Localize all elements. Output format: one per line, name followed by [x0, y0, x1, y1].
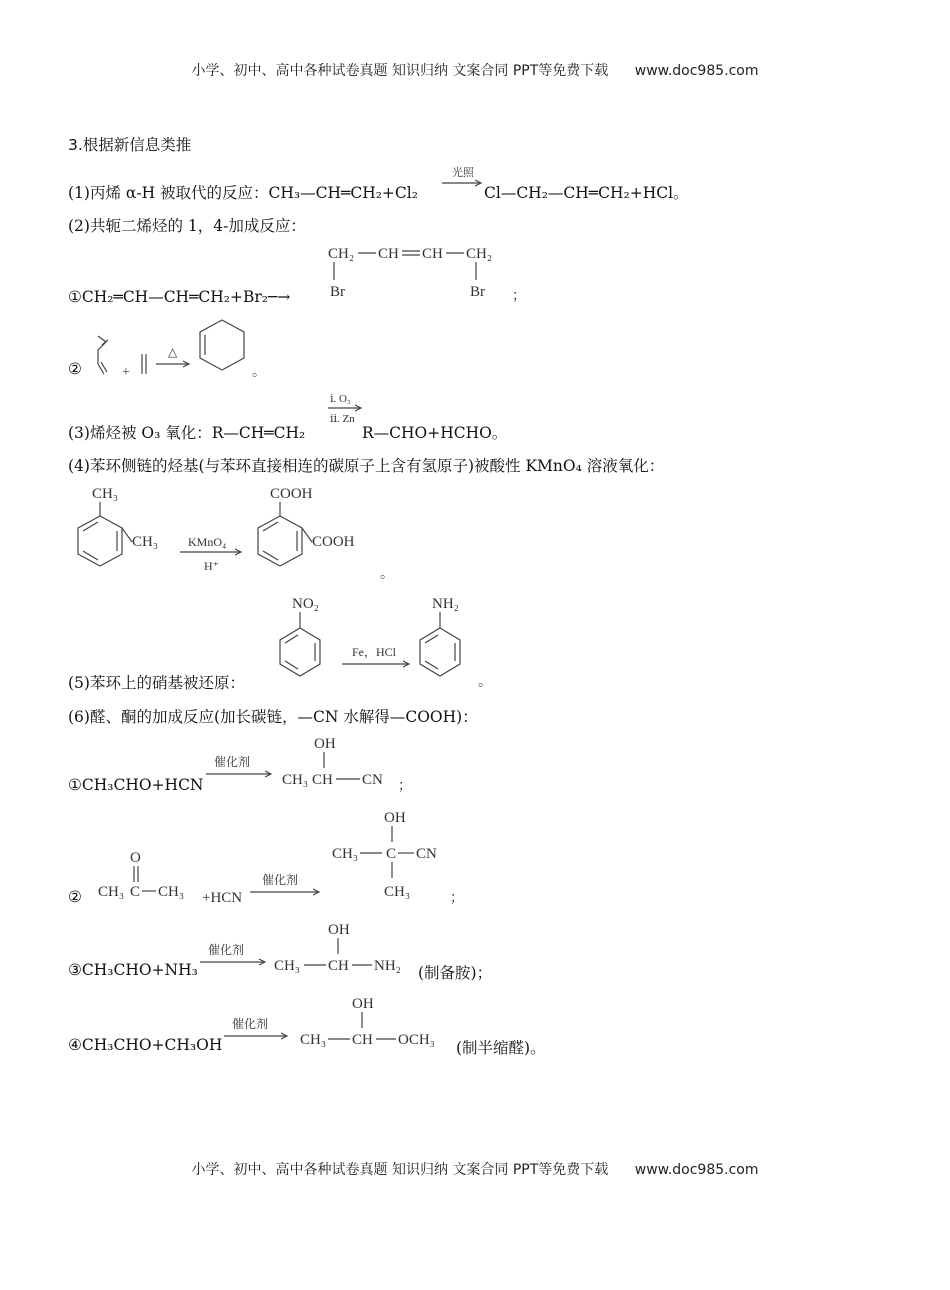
mol-oh-d: OH: [352, 996, 374, 1012]
header-text: 小学、初中、高中各种试卷真题 知识归纳 文案合同 PPT等免费下载: [191, 63, 609, 79]
mol-ch-b: CH: [422, 246, 443, 262]
item-6a-condition: 催化剂: [214, 755, 251, 769]
mol-oh-c: OH: [328, 922, 350, 938]
mol-o: O: [130, 850, 141, 866]
item-2a-lhs: ①CH₂═CH—CH═CH₂+Br₂─→: [68, 288, 291, 306]
page-footer: [0, 1159, 950, 1179]
item-2-heading: (2)共轭二烯烃的 1，4-加成反应：: [68, 217, 306, 235]
mol-nh2: NH₂: [432, 596, 459, 612]
mol-ch3-f: CH₃: [332, 846, 359, 862]
mol-oh-b: OH: [384, 810, 406, 826]
mol-ch-d: CH: [328, 958, 349, 974]
item-2b-index: ②: [68, 360, 82, 378]
mol-ch2-b: CH₂: [466, 246, 493, 262]
item-1-arrow: [440, 165, 484, 195]
item-2b-reaction: [92, 318, 272, 384]
mol-ch3-a: CH₃: [92, 486, 119, 502]
item-3-product: R—CHO+HCHO。: [362, 424, 508, 442]
mol-cooh-a: COOH: [270, 486, 313, 502]
mol-cn-a: CN: [362, 772, 383, 788]
item-5-reaction: [270, 590, 500, 690]
mol-ch3-d: CH₃: [98, 884, 125, 900]
item-4-end: 。: [380, 567, 394, 582]
mol-ch3-h: CH₃: [274, 958, 301, 974]
mol-oh-a: OH: [314, 736, 336, 752]
item-6d-lhs: ④CH₃CHO+CH₃OH: [68, 1036, 223, 1054]
item-3-arrow: [326, 390, 364, 438]
item-6-heading: (6)醛、酮的加成反应(加长碳链，—CN 水解得—COOH)：: [68, 708, 478, 726]
item-6b-end: ；: [450, 891, 464, 906]
mol-och3: OCH₃: [398, 1032, 435, 1048]
item-2b-condition: △: [168, 345, 178, 359]
item-5-condition: Fe，HCl: [352, 645, 397, 659]
mol-ch2-a: CH₂: [328, 246, 355, 262]
item-6b-plus: +HCN: [202, 890, 243, 906]
item-1-condition: 光照: [452, 167, 474, 179]
footer-site: www.doc985.com: [634, 1162, 759, 1178]
mol-no2: NO₂: [292, 596, 319, 612]
item-6c-note: (制备胺)；: [418, 964, 493, 982]
item-3-cond-1: ⅰ. O₃: [330, 393, 351, 405]
item-6d-note: (制半缩醛)。: [456, 1039, 546, 1057]
item-4-heading: (4)苯环侧链的烃基(与苯环直接相连的碳原子上含有氢原子)被酸性 KMnO₄ 溶液氧化：: [68, 457, 665, 475]
item-5-end: 。: [478, 675, 492, 690]
mol-ch3-e: CH₃: [158, 884, 185, 900]
item-4-cond-1: KMnO₄: [188, 535, 227, 549]
item-4-reaction: [70, 480, 410, 586]
item-1-product: Cl—CH₂—CH═CH₂+HCl。: [484, 184, 689, 202]
item-6a-lhs: ①CH₃CHO+HCN: [68, 776, 204, 794]
item-6d-product: [222, 992, 452, 1054]
item-1-lhs: (1)丙烯 α-H 被取代的反应：CH₃—CH═CH₂+Cl₂: [68, 184, 418, 202]
mol-ch3-i: CH₃: [300, 1032, 327, 1048]
mol-nh2-b: NH₂: [374, 958, 401, 974]
item-2b-end: 。: [252, 365, 266, 380]
item-5-lhs: (5)苯环上的硝基被还原：: [68, 674, 245, 692]
header-site: www.doc985.com: [634, 63, 759, 79]
item-2b-plus: +: [122, 365, 130, 380]
footer-text: 小学、初中、高中各种试卷真题 知识归纳 文案合同 PPT等免费下载: [191, 1162, 609, 1178]
item-4-cond-2: H⁺: [204, 559, 219, 573]
item-6a-product: [204, 730, 414, 796]
mol-ch-e: CH: [352, 1032, 373, 1048]
mol-ch3-b: CH₃: [132, 534, 159, 550]
item-6d-condition: 催化剂: [232, 1017, 269, 1031]
mol-ch-c: CH: [312, 772, 333, 788]
mol-ch3-g: CH₃: [384, 884, 411, 900]
mol-c-b: C: [386, 846, 397, 862]
item-3-cond-2: ⅱ. Zn: [330, 413, 355, 425]
mol-br-a: Br: [330, 284, 345, 300]
item-6c-lhs: ③CH₃CHO+NH₃: [68, 961, 198, 979]
item-2a-end: ；: [512, 289, 526, 304]
mol-ch3-c: CH₃: [282, 772, 309, 788]
item-3-lhs: (3)烯烃被 O₃ 氧化：R—CH═CH₂: [68, 424, 306, 442]
mol-ch-a: CH: [378, 246, 399, 262]
mol-cn-b: CN: [416, 846, 437, 862]
item-6c-product: [196, 918, 426, 980]
item-6b-index: ②: [68, 888, 82, 906]
page-header: [0, 60, 950, 80]
item-6b-reaction: [96, 804, 476, 908]
mol-br-b: Br: [470, 284, 485, 300]
item-6b-condition: 催化剂: [262, 873, 299, 887]
item-6a-end: ；: [398, 779, 412, 794]
section-title: 3.根据新信息类推: [68, 136, 192, 154]
mol-cooh-b: COOH: [312, 534, 355, 550]
item-2a-product: [326, 242, 536, 302]
item-6c-condition: 催化剂: [208, 943, 245, 957]
mol-c-a: C: [130, 884, 141, 900]
